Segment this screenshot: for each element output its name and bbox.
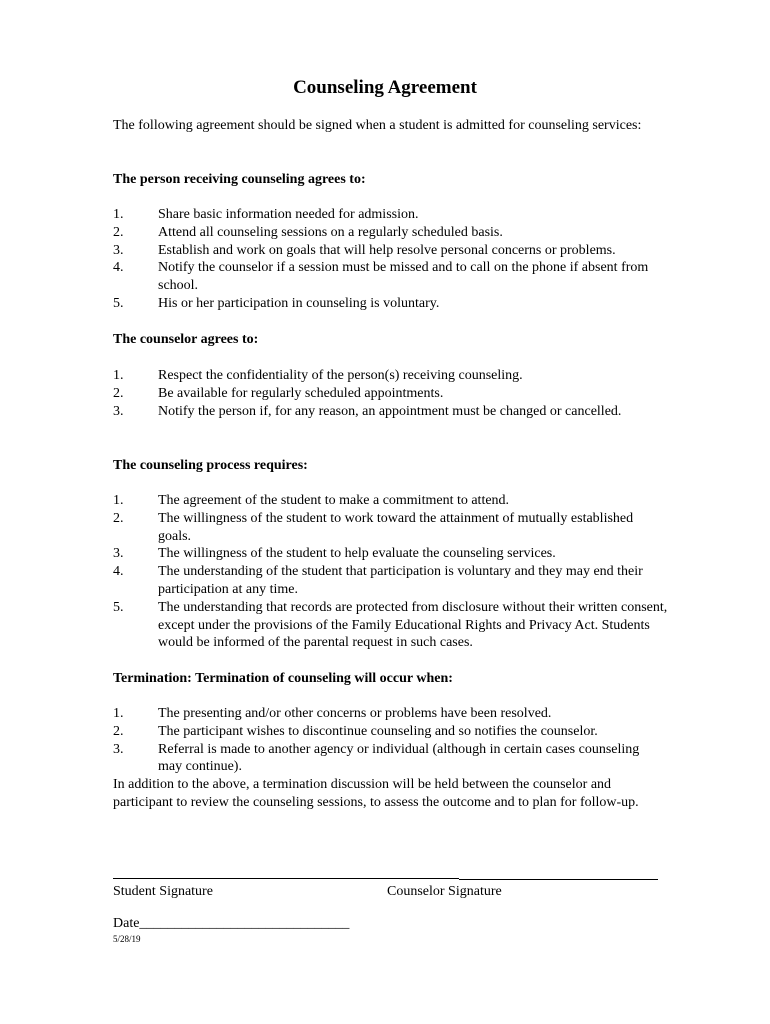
list-item	[113, 723, 673, 741]
item-text: Notify the counselor if a session must be missed and to call on the phone if absent from school.	[158, 260, 649, 294]
process-heading: The counseling process requires:	[113, 458, 308, 473]
item-number: 1.	[113, 207, 124, 222]
list-item	[113, 705, 673, 723]
item-text: The willingness of the student to help evaluate the counseling services.	[158, 546, 556, 562]
item-text: The willingness of the student to work toward the attainment of mutually established goals.	[158, 510, 634, 544]
counselor-signature-line[interactable]	[459, 879, 658, 880]
revision-date: 5/28/19	[113, 934, 141, 944]
item-text: The participant wishes to discontinue counseling and so notifies the counselor.	[158, 723, 598, 739]
item-number: 2.	[113, 510, 124, 526]
list-item	[113, 403, 648, 421]
list-item	[113, 259, 673, 295]
item-number: 1.	[113, 368, 124, 383]
item-text: The presenting and/or other concerns or problems have been resolved.	[158, 706, 552, 721]
list-item	[113, 599, 673, 652]
counselor-list	[113, 367, 673, 420]
item-text: The understanding that records are protected from disclosure without their written consent, except under the provisions of the Family Educational Rights and Privacy Act. Students would be informed of the parental request in such cases.	[158, 599, 668, 651]
item-text: Attend all counseling sessions on a regularly scheduled basis.	[158, 224, 503, 240]
item-number: 2.	[113, 385, 124, 401]
process-list	[113, 492, 673, 652]
page-title: Counseling Agreement	[293, 77, 477, 98]
item-number: 3.	[113, 242, 124, 258]
item-text: Share basic information needed for admission.	[158, 207, 419, 222]
process-section	[113, 457, 673, 475]
list-item	[113, 206, 673, 224]
item-text: Respect the confidentiality of the person(s) receiving counseling.	[158, 368, 523, 383]
termination-closing: In addition to the above, a termination discussion will be held between the counselor and participant to review the counseling sessions, to assess the outcome and to plan for follow-up.	[113, 777, 639, 810]
item-number: 3.	[113, 741, 124, 757]
item-number: 4.	[113, 564, 124, 580]
item-number: 5.	[113, 599, 124, 615]
termination-heading: Termination: Termination of counseling will occur when:	[113, 671, 453, 686]
item-number: 3.	[113, 403, 124, 419]
item-text: Be available for regularly scheduled appointments.	[158, 385, 444, 401]
recipient-section	[113, 171, 673, 189]
recipient-list	[113, 206, 673, 313]
date-field[interactable]: Date______________________________	[113, 916, 350, 931]
student-signature-label: Student Signature	[113, 884, 213, 899]
item-text: The agreement of the student to make a commitment to attend.	[158, 493, 510, 508]
item-number: 1.	[113, 493, 124, 508]
list-item	[113, 242, 673, 260]
item-number: 2.	[113, 224, 124, 240]
list-item	[113, 295, 673, 313]
counselor-signature-label: Counselor Signature	[387, 884, 502, 899]
list-item	[113, 385, 673, 403]
list-item	[113, 367, 673, 385]
item-text: The understanding of the student that participation is voluntary and they may end their participation at any time.	[158, 564, 643, 597]
item-number: 4.	[113, 260, 124, 276]
item-number: 5.	[113, 295, 124, 311]
termination-list	[113, 705, 673, 812]
item-number: 1.	[113, 706, 124, 721]
counselor-heading: The counselor agrees to:	[113, 332, 259, 347]
list-item	[113, 224, 673, 242]
list-item	[113, 563, 673, 599]
item-text: Referral is made to another agency or individual (although in certain cases counseling may continue).	[158, 741, 640, 775]
list-item	[113, 545, 673, 563]
list-item	[113, 510, 658, 546]
item-text: His or her participation in counseling is voluntary.	[158, 295, 440, 311]
list-item	[113, 741, 663, 777]
termination-section	[113, 670, 673, 688]
counselor-section	[113, 331, 673, 349]
recipient-heading: The person receiving counseling agrees to:	[113, 172, 366, 187]
student-signature-line[interactable]	[113, 878, 341, 879]
list-item	[113, 492, 673, 510]
intro-paragraph: The following agreement should be signed when a student is admitted for counseling services:	[113, 118, 642, 133]
item-text: Establish and work on goals that will help resolve personal concerns or problems.	[158, 242, 616, 258]
item-number: 3.	[113, 546, 124, 562]
item-number: 2.	[113, 723, 124, 739]
item-text: Notify the person if, for any reason, an appointment must be changed or cancelled.	[158, 403, 622, 419]
signature-divider-line	[341, 878, 459, 879]
